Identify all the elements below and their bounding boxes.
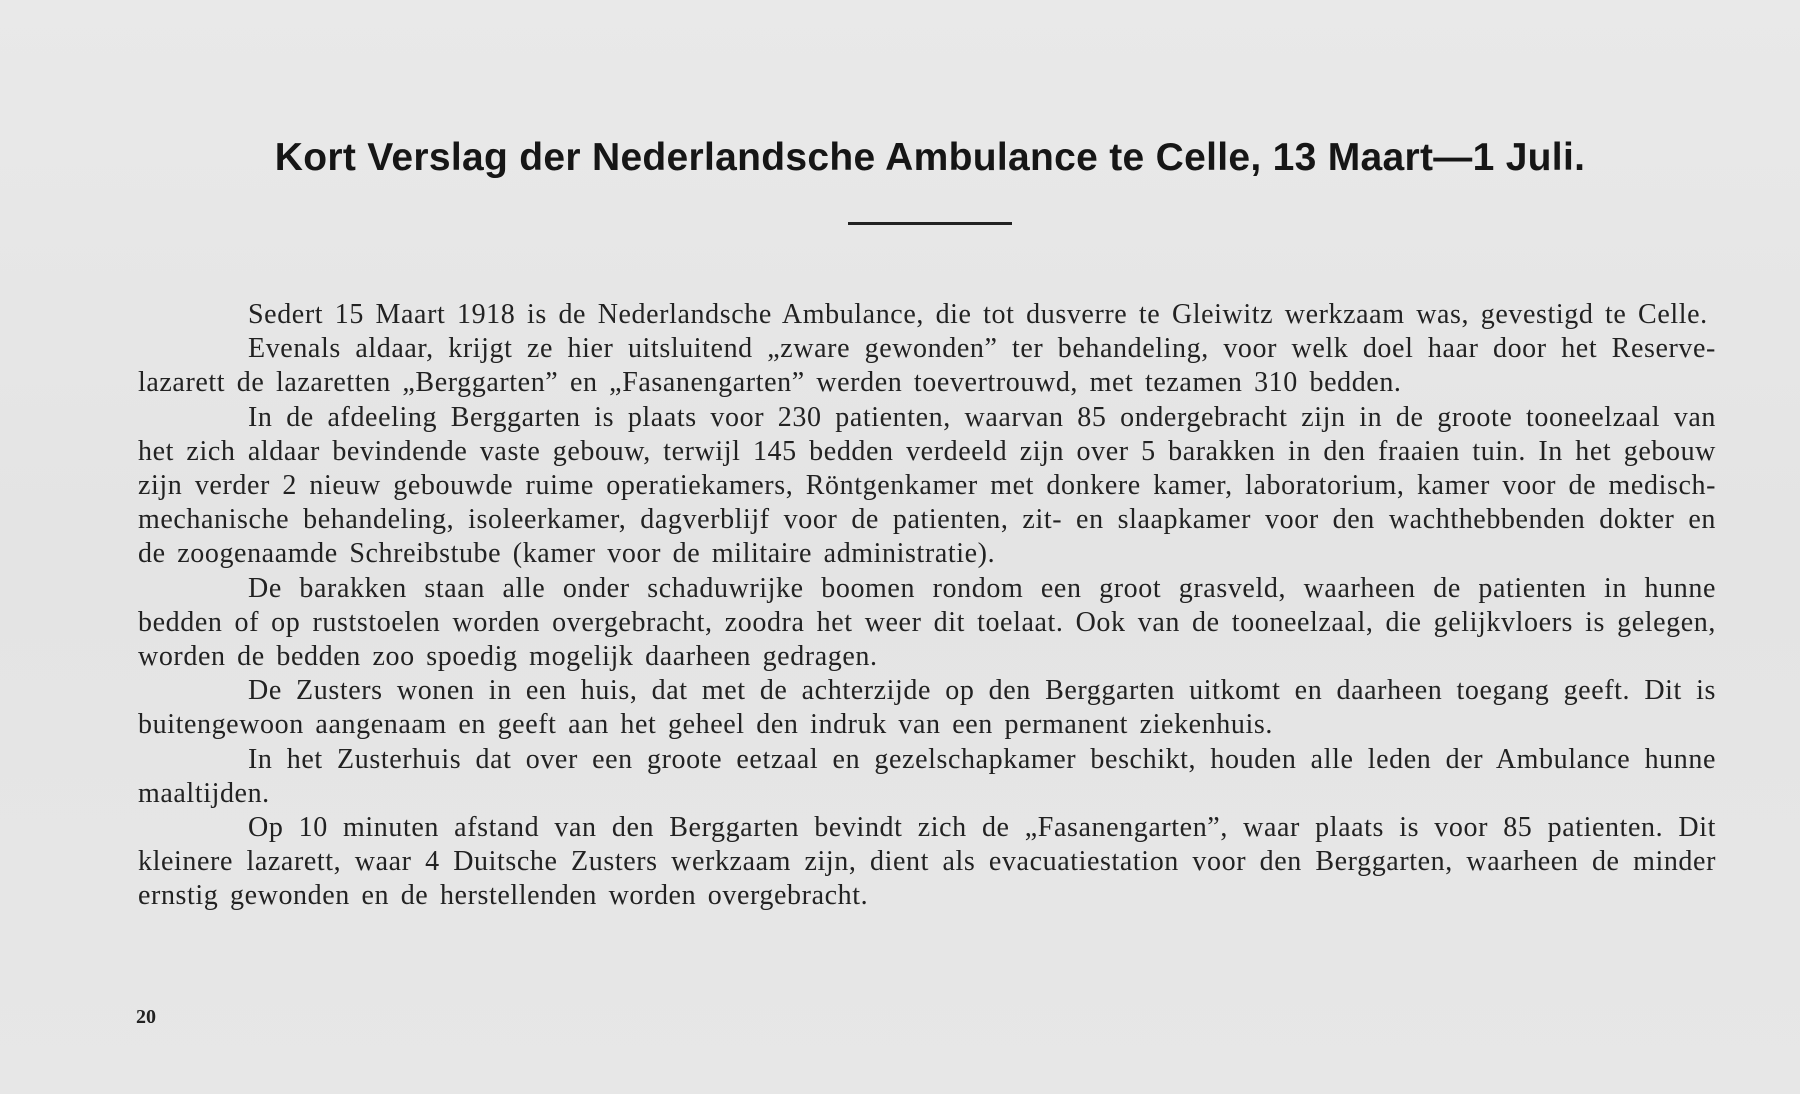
document-title: Kort Verslag der Nederlandsche Ambulance te Celle, 13 Maart—1 Juli. xyxy=(274,136,1586,179)
document-body xyxy=(138,298,1716,914)
paragraph-1: Sedert 15 Maart 1918 is de Nederlandsche Ambulance, die tot dusverre te Gleiwitz werkzaam was, gevestigd te Celle. xyxy=(248,299,1708,330)
page-number: 20 xyxy=(136,1006,156,1028)
paragraph-5: De Zusters wonen in een huis, dat met de achterzijde op den Berggarten uitkomt en daarheen toegang geeft. Dit is buitengewoon aangenaam en geeft aan het geheel den indruk van een permanent ziekenhuis. xyxy=(138,675,1716,741)
paragraph-2: Evenals aldaar, krijgt ze hier uitsluitend „zware gewonden” ter behandeling, voor welk doel haar door het Reserve-lazarett de lazaretten „Berggarten” en „Fasanengarten” werden toevertrouwd, met tezamen 310 bedden. xyxy=(138,333,1716,399)
title-divider xyxy=(848,222,1012,225)
paragraph-6: In het Zusterhuis dat over een groote eetzaal en gezelschapkamer beschikt, houden alle leden der Ambulance hunne maaltijden. xyxy=(138,743,1716,809)
paragraph-3: In de afdeeling Berggarten is plaats voor 230 patienten, waarvan 85 ondergebracht zijn in de groote tooneelzaal van het zich aldaar bevindende vaste gebouw, terwijl 145 bedden verdeeld zijn over 5 barakken in den fraaien tuin. In het gebouw zijn verder 2 nieuw gebouwde ruime operatiekamers, Röntgenkamer met donkere kamer, laboratorium, kamer voor de medisch-mechanische behandeling, isoleerkamer, dagverblijf voor de patienten, zit- en slaapkamer voor den wachthebbenden dokter en de zoogenaamde Schreibstube (kamer voor de militaire administratie). xyxy=(138,401,1716,570)
paragraph-7: Op 10 minuten afstand van den Berggarten bevindt zich de „Fasanengarten”, waar plaats is voor 85 patienten. Dit kleinere lazarett, waar 4 Duitsche Zusters werkzaam zijn, dient als evacuatiestation voor den Berggarten, waarheen de minder ernstig gewonden en de herstellenden worden overgebracht. xyxy=(138,812,1716,912)
paragraph-4: De barakken staan alle onder schaduwrijke boomen rondom een groot grasveld, waarheen de patienten in hunne bedden of op ruststoelen worden overgebracht, zoodra het weer dit toelaat. Ook van de tooneelzaal, die gelijkvloers is gelegen, worden de bedden zoo spoedig mogelijk daarheen gedragen. xyxy=(138,572,1716,673)
